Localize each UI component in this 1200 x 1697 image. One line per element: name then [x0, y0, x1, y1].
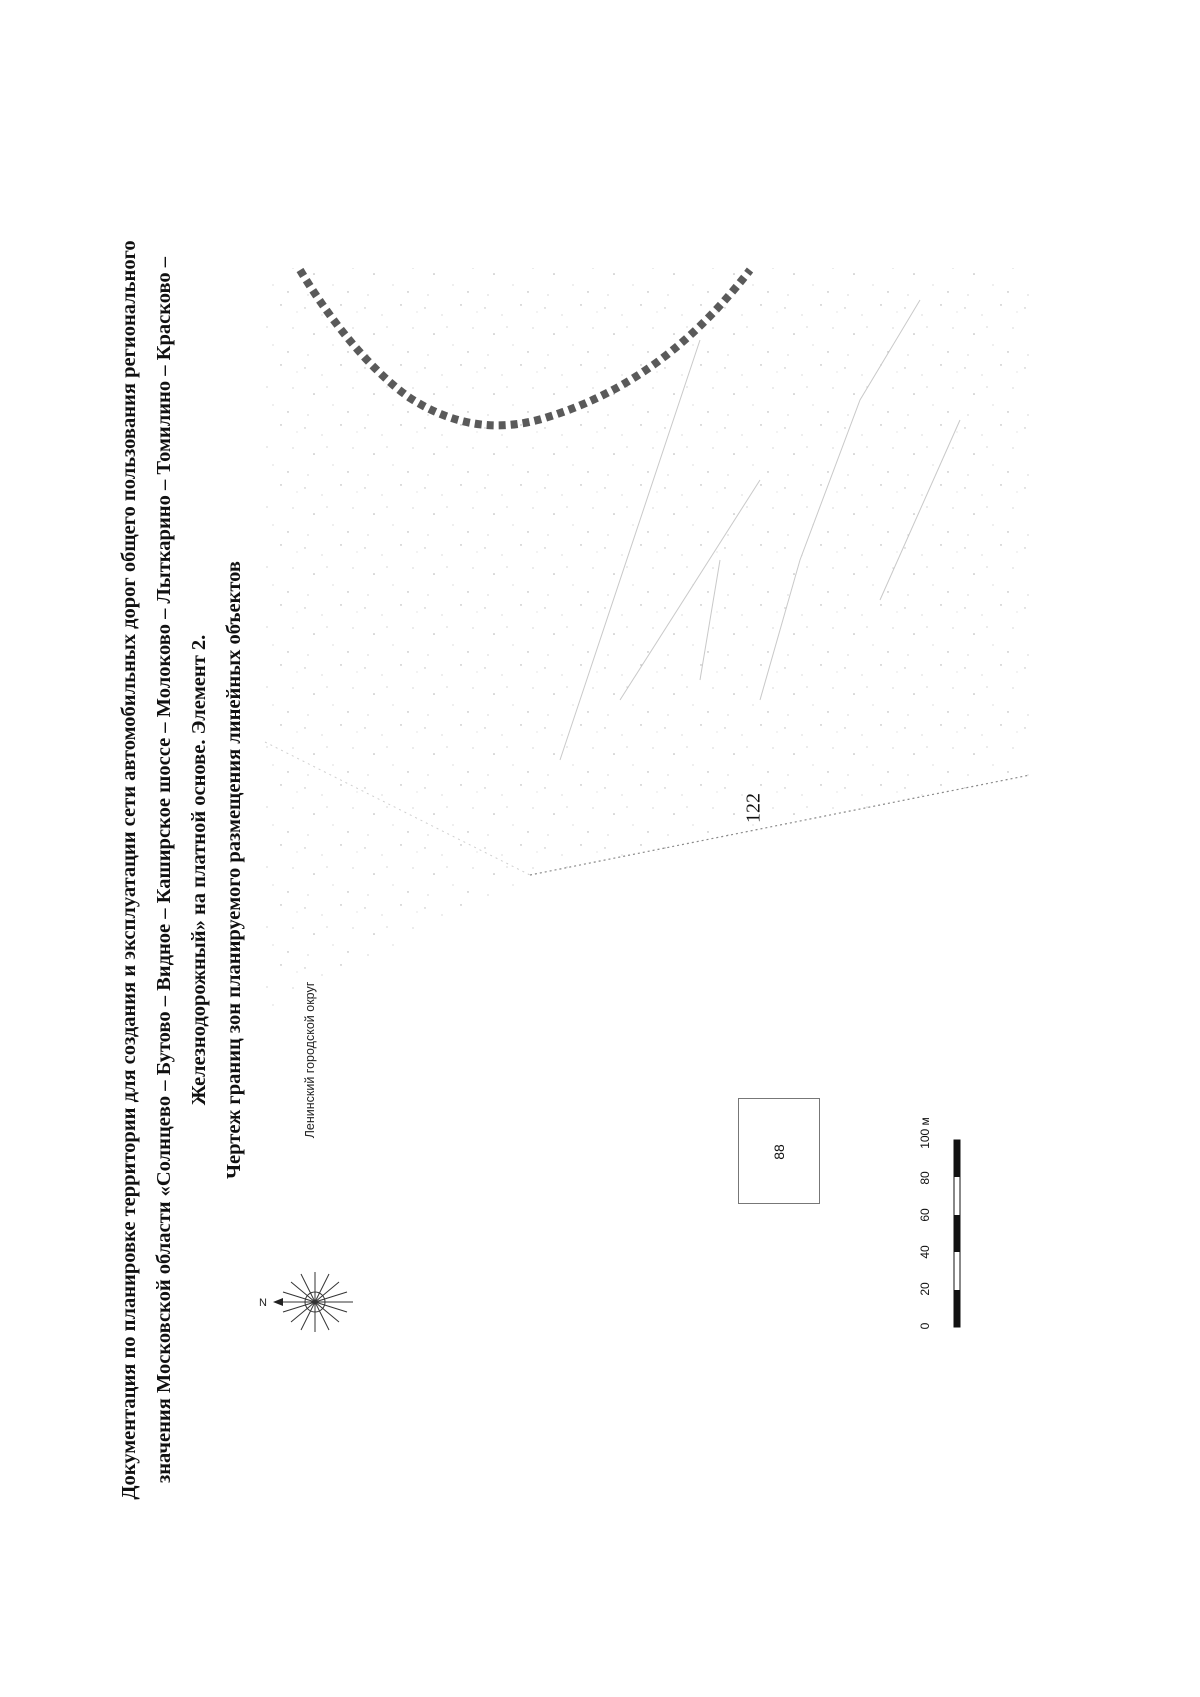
scale-tick-label: 20 — [918, 1282, 932, 1296]
scale-bar — [954, 1140, 960, 1327]
title-line-3: Железнодорожный» на платной основе. Элемент 2. — [188, 634, 210, 1106]
parcel-number: 88 — [771, 1144, 787, 1160]
title-line-4: Чертеж границ зон планируемого размещения линейных объектов — [223, 561, 245, 1180]
svg-text:N: N — [259, 1297, 267, 1309]
scale-tick-label: 100 м — [918, 1117, 932, 1149]
scale-tick-label: 40 — [918, 1245, 932, 1259]
title-line-1: Документация по планировке территории для создания и эксплуатации сети автомобильных дорог общего пользования регионального — [118, 240, 140, 1500]
district-label: Ленинский городской округ — [303, 981, 317, 1139]
scale-tick-label: 60 — [918, 1208, 932, 1222]
scale-tick-label: 80 — [918, 1171, 932, 1185]
scale-tick-label: 0 — [918, 1322, 932, 1330]
terrain-texture — [250, 260, 1050, 1020]
title-line-2: значения Московской области «Солнцево – Бутово – Видное – Каширское шоссе – Молоково – Лыткарино – Томилино – Красково – — [153, 256, 175, 1484]
north-arrow-icon — [259, 1272, 353, 1332]
